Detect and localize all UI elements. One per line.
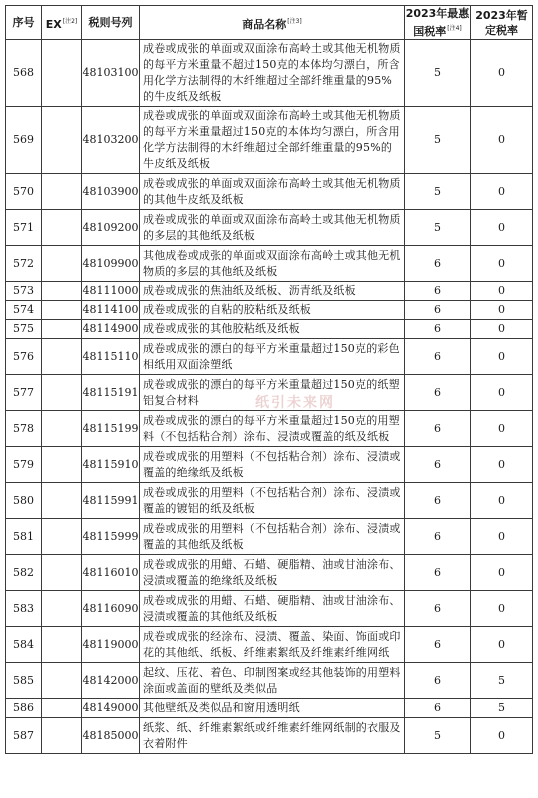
row-mfn-rate: 6 [405, 375, 471, 411]
table-row [6, 375, 533, 411]
table-row [6, 627, 533, 663]
row-interim-rate: 0 [471, 718, 533, 754]
row-interim-rate: 0 [471, 519, 533, 555]
row-seq: 587 [6, 718, 42, 754]
table-row [6, 107, 533, 174]
row-seq: 571 [6, 210, 42, 246]
header-ex: EX[注2] [42, 6, 82, 40]
row-code: 48115110 [82, 339, 140, 375]
header-seq: 序号 [6, 6, 42, 40]
header-interim-rate: 2023年暂 定税率 [471, 6, 533, 40]
row-seq: 585 [6, 663, 42, 699]
row-mfn-rate: 5 [405, 718, 471, 754]
row-mfn-rate: 6 [405, 447, 471, 483]
row-code: 48111000 [82, 282, 140, 301]
row-name: 成卷或成张的用蜡、石蜡、硬脂精、油或甘油涂布、浸渍或覆盖的其他纸及纸板 [140, 591, 405, 627]
row-code: 48114900 [82, 320, 140, 339]
row-name: 成卷或成张的漂白的每平方米重量超过150克的纸塑铝复合材料 [140, 375, 405, 411]
row-seq: 578 [6, 411, 42, 447]
row-mfn-rate: 5 [405, 174, 471, 210]
row-interim-rate: 0 [471, 210, 533, 246]
row-code: 48185000 [82, 718, 140, 754]
row-code: 48109900 [82, 246, 140, 282]
row-name: 纸浆、纸、纤维素絮纸或纤维素纤维网纸制的衣服及衣着附件 [140, 718, 405, 754]
row-seq: 580 [6, 483, 42, 519]
table-body [6, 40, 533, 754]
row-mfn-rate: 6 [405, 663, 471, 699]
row-mfn-rate: 6 [405, 411, 471, 447]
row-seq: 570 [6, 174, 42, 210]
row-ex [42, 246, 82, 282]
row-interim-rate: 0 [471, 591, 533, 627]
row-interim-rate: 5 [471, 663, 533, 699]
row-interim-rate: 0 [471, 555, 533, 591]
row-interim-rate: 0 [471, 174, 533, 210]
row-interim-rate: 0 [471, 282, 533, 301]
row-ex [42, 320, 82, 339]
row-interim-rate: 0 [471, 246, 533, 282]
row-name: 成卷或成张的用塑料（不包括粘合剂）涂布、浸渍或覆盖的其他纸及纸板 [140, 519, 405, 555]
table-row [6, 519, 533, 555]
row-seq: 582 [6, 555, 42, 591]
row-mfn-rate: 6 [405, 320, 471, 339]
row-name: 其他成卷或成张的单面或双面涂布高岭土或其他无机物质的多层的其他纸及纸板 [140, 246, 405, 282]
table-row [6, 663, 533, 699]
ex-note: [注2] [62, 17, 78, 25]
row-interim-rate: 0 [471, 375, 533, 411]
row-code: 48109200 [82, 210, 140, 246]
row-seq: 584 [6, 627, 42, 663]
row-name: 起纹、压花、着色、印制图案或经其他装饰的用塑料涂面或盖面的壁纸及类似品 [140, 663, 405, 699]
header-code: 税则号列 [82, 6, 140, 40]
row-ex [42, 282, 82, 301]
row-interim-rate: 0 [471, 339, 533, 375]
row-code: 48114100 [82, 301, 140, 320]
row-seq: 581 [6, 519, 42, 555]
row-ex [42, 339, 82, 375]
row-ex [42, 699, 82, 718]
row-interim-rate: 0 [471, 411, 533, 447]
row-mfn-rate: 5 [405, 107, 471, 174]
row-ex [42, 447, 82, 483]
row-mfn-rate: 6 [405, 699, 471, 718]
row-mfn-rate: 6 [405, 519, 471, 555]
row-code: 48115991 [82, 483, 140, 519]
row-mfn-rate: 6 [405, 301, 471, 320]
row-code: 48116010 [82, 555, 140, 591]
table-row [6, 447, 533, 483]
row-name: 成卷或成张的单面或双面涂布高岭土或其他无机物质的每平方米重量超过150克的本体均匀漂白，所含用化学方法制得的木纤维超过全部纤维重量的95%的牛皮纸及纸板 [140, 107, 405, 174]
tariff-table [5, 5, 533, 754]
table-row [6, 718, 533, 754]
table-row [6, 411, 533, 447]
row-interim-rate: 0 [471, 447, 533, 483]
row-ex [42, 591, 82, 627]
row-name: 成卷或成张的单面或双面涂布高岭土或其他无机物质的其他牛皮纸及纸板 [140, 174, 405, 210]
row-name: 成卷或成张的漂白的每平方米重量超过150克的用塑料（不包括粘合剂）涂布、浸渍或覆盖的纸及纸板 [140, 411, 405, 447]
table-row [6, 174, 533, 210]
row-name: 成卷或成张的单面或双面涂布高岭土或其他无机物质的多层的其他纸及纸板 [140, 210, 405, 246]
row-seq: 568 [6, 40, 42, 107]
row-code: 48103100 [82, 40, 140, 107]
table-row [6, 301, 533, 320]
table-row [6, 210, 533, 246]
row-ex [42, 411, 82, 447]
row-mfn-rate: 5 [405, 40, 471, 107]
table-row [6, 282, 533, 301]
row-interim-rate: 0 [471, 627, 533, 663]
row-name: 成卷或成张的自粘的胶粘纸及纸板 [140, 301, 405, 320]
row-interim-rate: 0 [471, 483, 533, 519]
row-name: 成卷或成张的用塑料（不包括粘合剂）涂布、浸渍或覆盖的镀铝的纸及纸板 [140, 483, 405, 519]
row-seq: 586 [6, 699, 42, 718]
table-row [6, 555, 533, 591]
row-name: 成卷或成张的用蜡、石蜡、硬脂精、油或甘油涂布、浸渍或覆盖的绝缘纸及纸板 [140, 555, 405, 591]
row-name: 成卷或成张的焦油纸及纸板、沥青纸及纸板 [140, 282, 405, 301]
row-code: 48115191 [82, 375, 140, 411]
row-name: 其他壁纸及类似品和窗用透明纸 [140, 699, 405, 718]
table-row [6, 339, 533, 375]
row-interim-rate: 0 [471, 40, 533, 107]
row-seq: 576 [6, 339, 42, 375]
row-ex [42, 375, 82, 411]
row-ex [42, 174, 82, 210]
row-seq: 577 [6, 375, 42, 411]
table-row [6, 699, 533, 718]
row-name: 成卷或成张的经涂布、浸渍、覆盖、染面、饰面或印花的其他纸、纸板、纤维素絮纸及纤维素纤维网纸 [140, 627, 405, 663]
table-row [6, 246, 533, 282]
row-seq: 573 [6, 282, 42, 301]
table-row [6, 483, 533, 519]
table-row [6, 320, 533, 339]
row-ex [42, 40, 82, 107]
row-seq: 583 [6, 591, 42, 627]
row-mfn-rate: 6 [405, 591, 471, 627]
name-note: [注3] [287, 17, 302, 25]
mfn-note: [注4] [447, 25, 462, 32]
header-mfn-rate: 2023年最惠 国税率[注4] [405, 7, 470, 38]
row-mfn-rate: 5 [405, 210, 471, 246]
row-interim-rate: 0 [471, 320, 533, 339]
row-name: 成卷或成张的单面或双面涂布高岭土或其他无机物质的每平方米重量不超过150克的本体均匀漂白，所含用化学方法制得的木纤维超过全部纤维重量的95%的牛皮纸及纸板 [140, 40, 405, 107]
row-code: 48103200 [82, 107, 140, 174]
row-seq: 572 [6, 246, 42, 282]
row-code: 48115199 [82, 411, 140, 447]
row-ex [42, 107, 82, 174]
row-interim-rate: 0 [471, 107, 533, 174]
row-code: 48103900 [82, 174, 140, 210]
row-seq: 575 [6, 320, 42, 339]
row-ex [42, 627, 82, 663]
header-name: 商品名称[注3] [140, 6, 405, 40]
row-seq: 569 [6, 107, 42, 174]
row-mfn-rate: 6 [405, 555, 471, 591]
row-interim-rate: 0 [471, 301, 533, 320]
row-seq: 579 [6, 447, 42, 483]
row-code: 48115910 [82, 447, 140, 483]
row-code: 48119000 [82, 627, 140, 663]
row-ex [42, 663, 82, 699]
row-mfn-rate: 6 [405, 282, 471, 301]
row-ex [42, 555, 82, 591]
row-code: 48116090 [82, 591, 140, 627]
table-row [6, 591, 533, 627]
row-mfn-rate: 6 [405, 246, 471, 282]
row-mfn-rate: 6 [405, 339, 471, 375]
row-name: 成卷或成张的用塑料（不包括粘合剂）涂布、浸渍或覆盖的绝缘纸及纸板 [140, 447, 405, 483]
row-code: 48142000 [82, 663, 140, 699]
row-mfn-rate: 6 [405, 483, 471, 519]
row-ex [42, 483, 82, 519]
watermark: 纸引未来网 [255, 395, 335, 411]
row-name: 成卷或成张的漂白的每平方米重量超过150克的彩色相纸用双面涂塑纸 [140, 339, 405, 375]
row-code: 48149000 [82, 699, 140, 718]
tariff-table-page [5, 5, 532, 754]
row-code: 48115999 [82, 519, 140, 555]
row-seq: 574 [6, 301, 42, 320]
row-interim-rate: 5 [471, 699, 533, 718]
row-ex [42, 210, 82, 246]
row-name: 成卷或成张的其他胶粘纸及纸板 [140, 320, 405, 339]
header-row [6, 6, 533, 40]
row-mfn-rate: 6 [405, 627, 471, 663]
row-ex [42, 301, 82, 320]
row-ex [42, 519, 82, 555]
row-ex [42, 718, 82, 754]
table-row [6, 40, 533, 107]
